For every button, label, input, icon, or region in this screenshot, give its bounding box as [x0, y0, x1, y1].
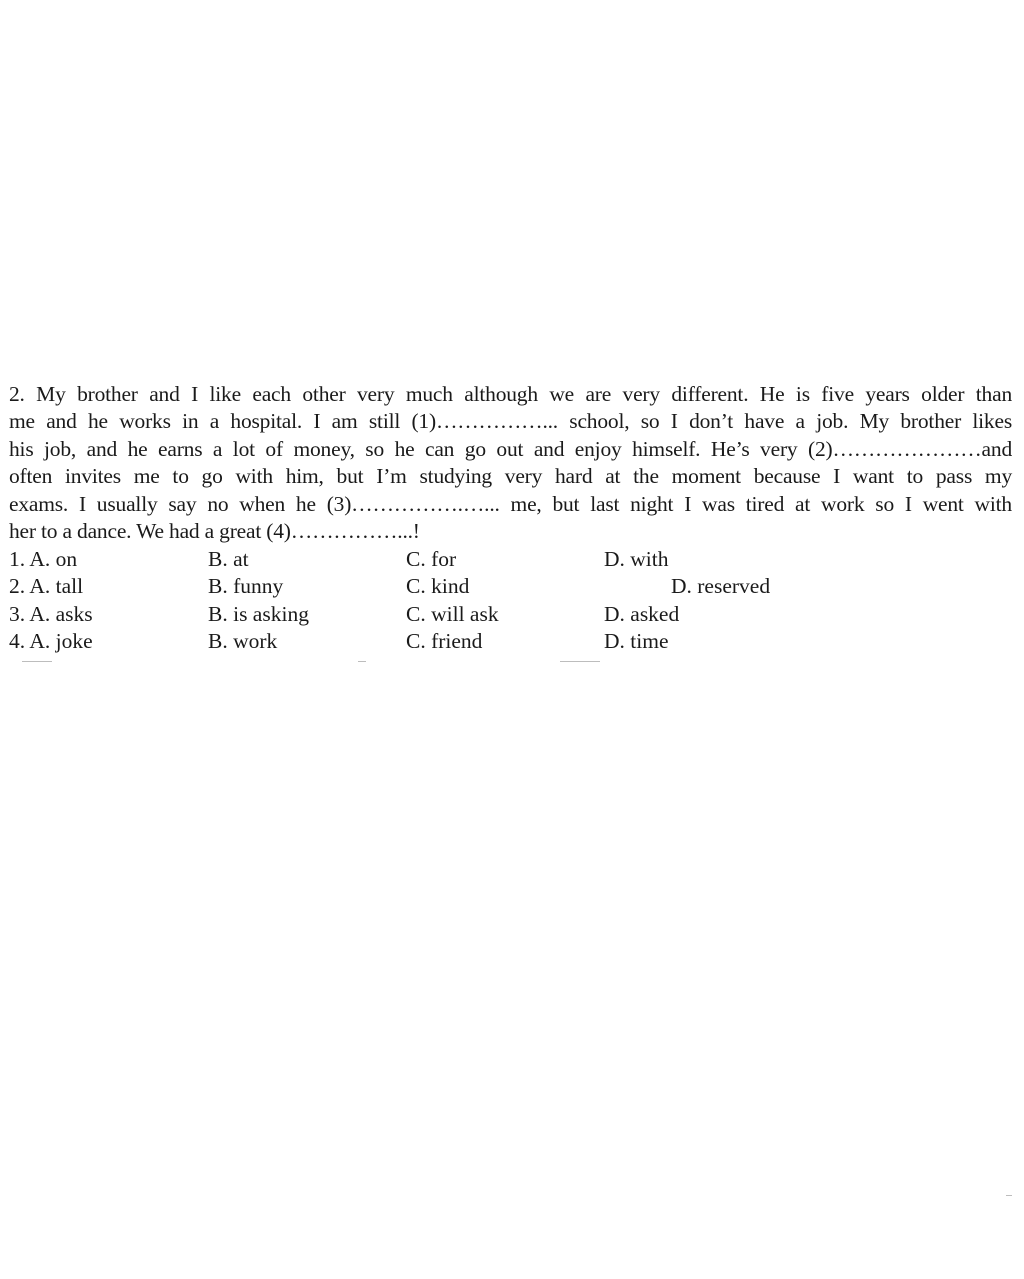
passage-line: his job, and he earns a lot of money, so he can go out and enjoy himself. He’s very (2)…………………and — [9, 436, 1012, 461]
passage-line: exams. I usually say no when he (3)…………….…... me, but last night I was tired at work so I went with — [9, 491, 1012, 516]
option-1c: C. for — [406, 547, 457, 571]
stray-mark — [1006, 1195, 1012, 1196]
question-4-options — [9, 628, 1012, 655]
passage-line: 2. My brother and I like each other very much although we are very different. He is five years older than — [9, 382, 1012, 406]
option-2d: D. reserved — [671, 574, 771, 599]
option-4a: 4. A. joke — [9, 629, 93, 654]
option-3d: D. asked — [604, 601, 680, 626]
option-1a: 1. A. on — [9, 547, 78, 571]
option-3b: B. is asking — [208, 601, 309, 626]
passage-line: often invites me to go with him, but I’m studying very hard at the moment because I want to pass my — [9, 464, 1012, 489]
question-3-options — [9, 601, 1012, 628]
option-2b: B. funny — [208, 574, 284, 599]
reading-passage — [9, 381, 1012, 545]
passage-line: me and he works in a hospital. I am still (1)……………... school, so I don’t have a job. My brother likes — [9, 409, 1012, 434]
option-3a: 3. A. asks — [9, 601, 93, 626]
question-1-options — [9, 546, 1012, 573]
option-4c: C. friend — [406, 629, 483, 654]
answer-options — [9, 546, 1012, 656]
stray-mark — [358, 661, 366, 662]
option-4d: D. time — [604, 629, 669, 654]
option-4b: B. work — [208, 629, 278, 654]
question-2-options — [9, 573, 1012, 600]
option-2a: 2. A. tall — [9, 574, 84, 599]
stray-mark — [560, 661, 600, 662]
option-2c: C. kind — [406, 574, 470, 599]
stray-mark — [22, 661, 52, 662]
option-3c: C. will ask — [406, 601, 499, 626]
option-1d: D. with — [604, 547, 669, 571]
passage-line: her to a dance. We had a great (4)……………...! — [9, 519, 420, 544]
option-1b: B. at — [208, 547, 249, 571]
